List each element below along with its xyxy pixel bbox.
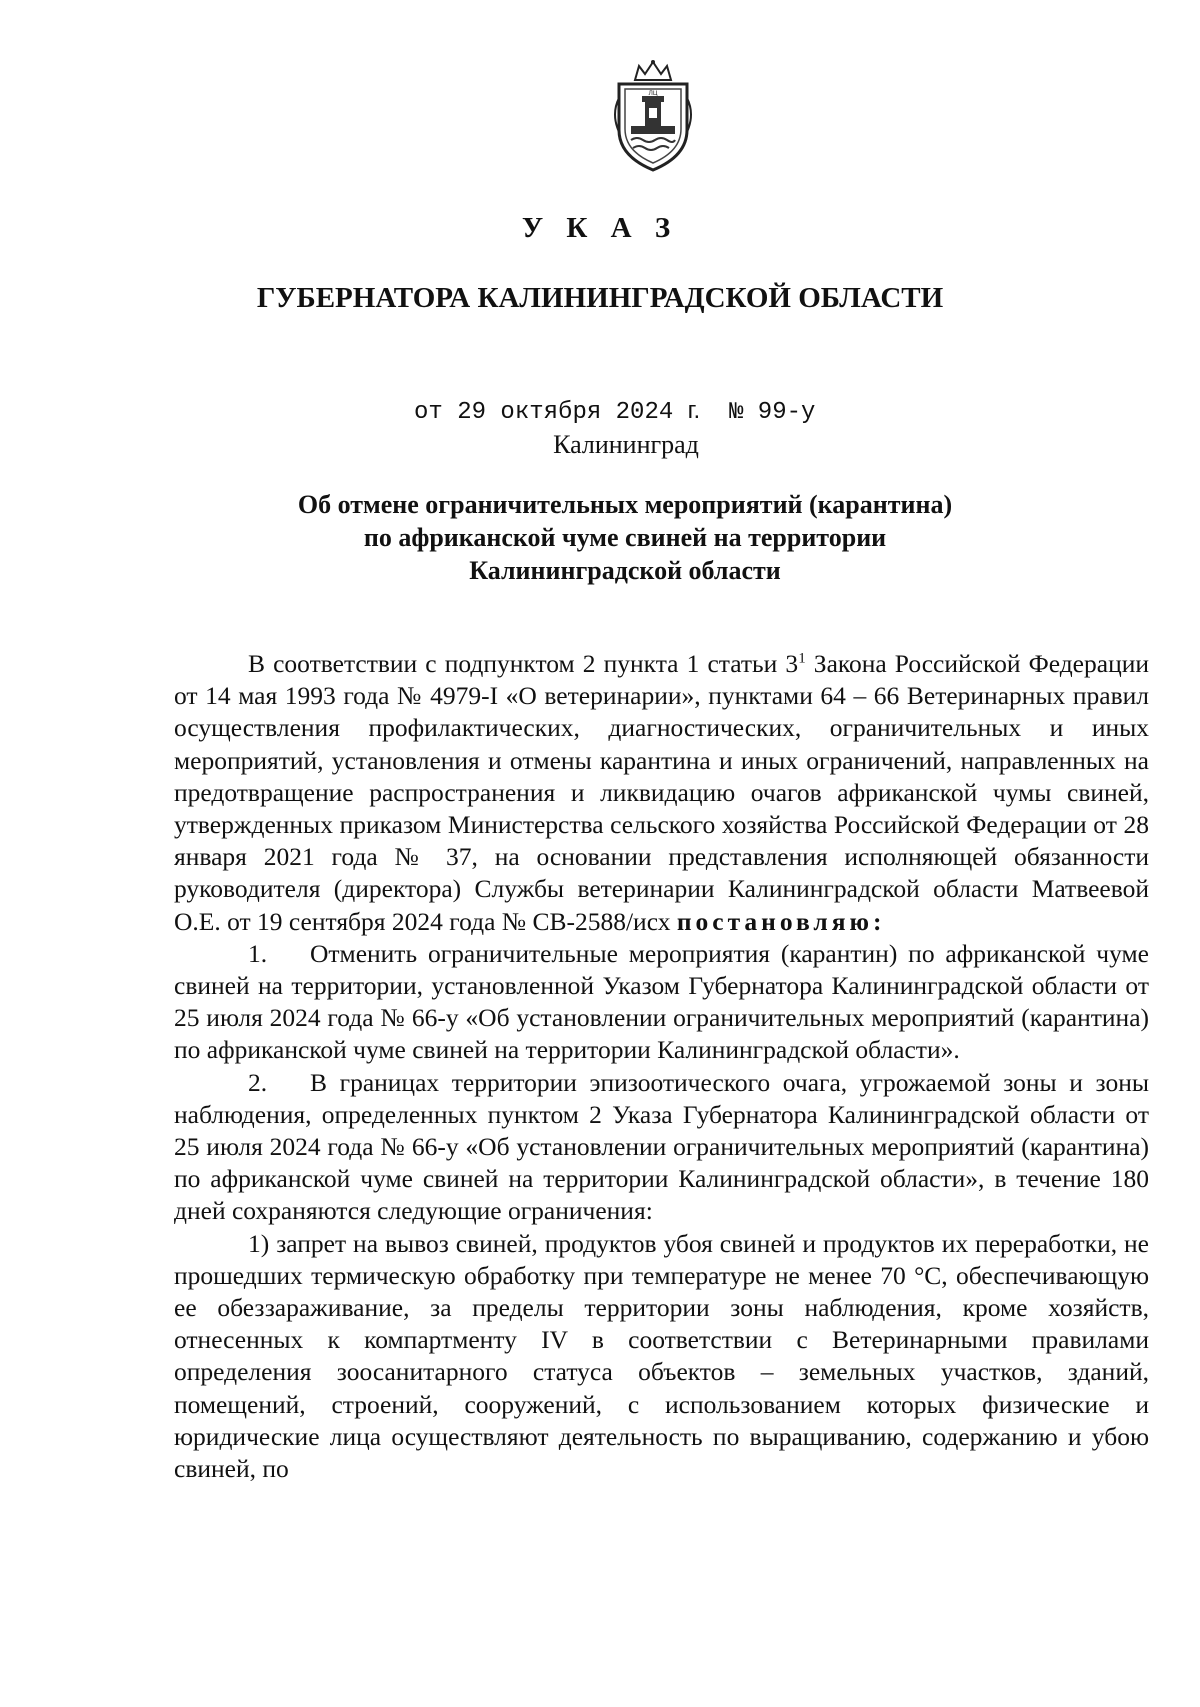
decree-item (174, 938, 1149, 1067)
date-prefix: от (414, 399, 443, 426)
decree-date: 29 октября 2024 (457, 399, 674, 426)
preamble-text: В соответствии с подпунктом 2 пункта 1 статьи 3 (248, 649, 799, 678)
decree-subject (0, 488, 1200, 587)
item-text: Отменить ограничительные мероприятия (карантин) по африканской чуме свиней на территории, установленной Указом Губернатора Калининградской области от 25 июля 2024 года № 66-у «Об установлении ограничительных мероприятий (карантина) по африканской чуме свиней на территории Калининградской области». (174, 938, 1149, 1065)
decree-word: постановляю: (676, 906, 886, 936)
decree-body (174, 648, 1149, 1485)
decree-item (174, 1067, 1149, 1228)
number-sign: № (728, 399, 744, 426)
date-suffix: г. (687, 397, 701, 424)
kaliningrad-coat-of-arms-icon (605, 58, 701, 174)
decree-city: Калининград (553, 430, 699, 459)
article-superscript: 1 (798, 650, 806, 667)
item-text: В границах территории эпизоотического очага, угрожаемой зоны и зоны наблюдения, определенных пунктом 2 Указа Губернатора Калининградской области от 25 июля 2024 года № 66-у «Об установлении ограничительных мероприятий (карантина) по африканской чуме свиней на территории Калининградской области», в течение 180 дней сохраняются следующие ограничения: (174, 1067, 1149, 1226)
document-type-title: У К А З (521, 212, 679, 244)
item-number: 2. (248, 1067, 268, 1097)
svg-text:ЛЦ: ЛЦ (648, 90, 658, 97)
decree-date-line (414, 397, 815, 426)
subject-line: по африканской чуме свиней на территории (363, 523, 887, 552)
item-number: 1. (248, 938, 268, 968)
decree-number: 99-у (757, 399, 816, 426)
subject-line: Об отмене ограничительных мероприятий (карантина) (297, 490, 953, 519)
preamble-text: Закона Российской Федерации от 14 мая 1993 года № 4979-I «О ветеринарии», пунктами 64 – 66 Ветеринарных правил осуществления профилактических, диагностических, ограничительных и иных мероприятий, установления и отмены карантина и иных ограничений, направленных на предотвращение распространения и ликвидацию очагов африканской чумы свиней, утвержденных приказом Министерства сельского хозяйства Российской Федерации от 28 января 2021 года № 37, на основании представления исполняющей обязанности руководителя (директора) Службы ветеринарии Калининградской области Матвеевой О.Е. от 19 сентября 2024 года № СВ-2588/исх (174, 649, 1150, 936)
issuer-title: ГУБЕРНАТОРА КАЛИНИНГРАДСКОЙ ОБЛАСТИ (256, 282, 944, 314)
subject-line: Калининградской области (469, 556, 781, 585)
decree-subitem: 1) запрет на вывоз свиней, продуктов убоя свиней и продуктов их переработки, не прошедших термическую обработку при температуре не менее 70 °С, обеспечивающую ее обеззараживание, за пределы территории зоны наблюдения, кроме хозяйств, отнесенных к компартменту IV в соответствии с Ветеринарными правилами определения зоосанитарного статуса объектов – земельных участков, зданий, помещений, строений, сооружений, с использованием которых физические и юридические лица осуществляют деятельность по выращиванию, содержанию и убою свиней, по (174, 1228, 1149, 1484)
preamble-paragraph (174, 648, 1149, 938)
